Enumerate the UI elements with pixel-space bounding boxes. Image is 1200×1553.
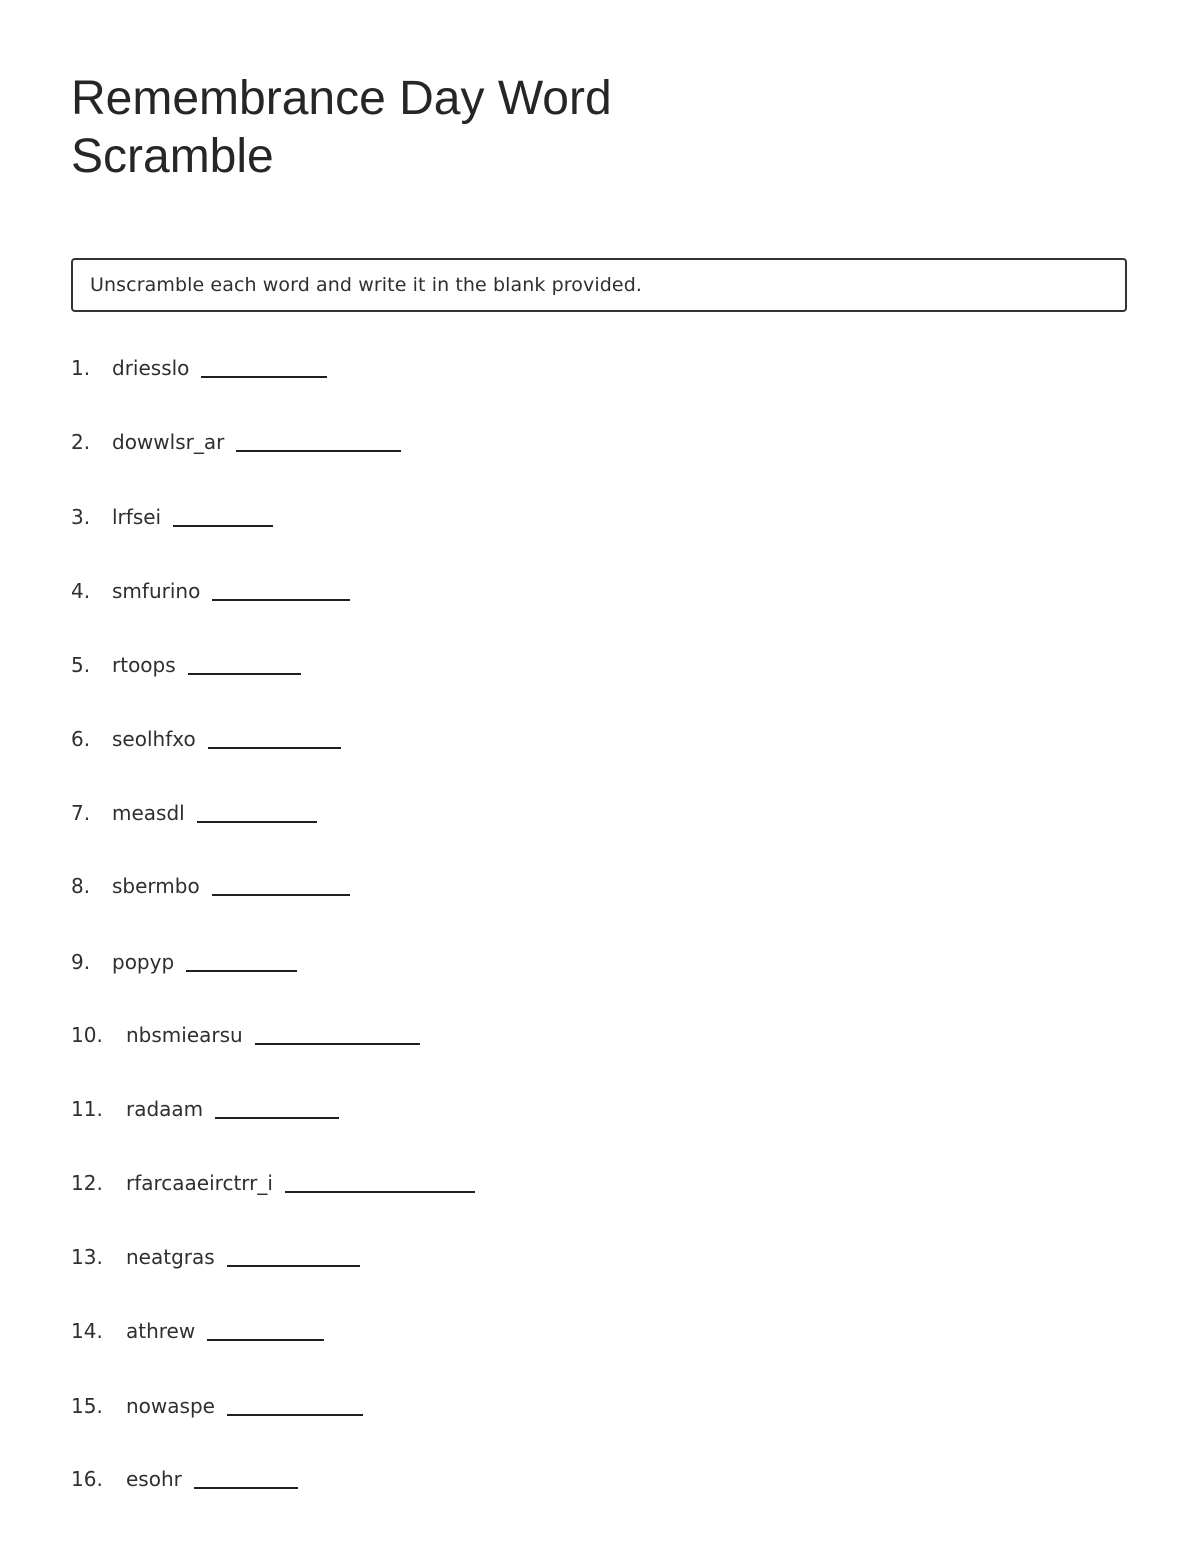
instructions-text: Unscramble each word and write it in the blank provided.	[90, 274, 642, 296]
answer-blank[interactable]	[212, 583, 350, 601]
scramble-item	[71, 1245, 360, 1285]
scramble-item	[71, 1394, 363, 1434]
answer-blank[interactable]	[215, 1101, 339, 1119]
item-number: 6.	[71, 727, 91, 751]
scramble-item	[71, 727, 341, 767]
scrambled-word: popyp	[112, 950, 175, 974]
scrambled-word: sbermbo	[112, 874, 200, 898]
scrambled-word: smfurino	[112, 579, 201, 603]
scrambled-word: rtoops	[112, 653, 176, 677]
scramble-item	[71, 1023, 420, 1063]
answer-blank[interactable]	[201, 360, 327, 378]
item-number: 2.	[71, 430, 91, 454]
scramble-item	[71, 1319, 324, 1359]
scramble-item	[71, 1171, 475, 1211]
scramble-item	[71, 505, 273, 545]
item-number: 10.	[71, 1023, 103, 1047]
scrambled-word: nbsmiearsu	[126, 1023, 243, 1047]
answer-blank[interactable]	[173, 509, 273, 527]
item-number: 14.	[71, 1319, 103, 1343]
item-number: 12.	[71, 1171, 103, 1195]
scrambled-word: measdl	[112, 801, 185, 825]
scramble-item	[71, 579, 350, 619]
scramble-item	[71, 874, 350, 914]
answer-blank[interactable]	[236, 434, 401, 452]
scramble-item	[71, 356, 327, 396]
scrambled-word: athrew	[126, 1319, 196, 1343]
item-number: 13.	[71, 1245, 103, 1269]
scrambled-word: lrfsei	[112, 505, 162, 529]
item-number: 8.	[71, 874, 91, 898]
item-number: 16.	[71, 1467, 103, 1491]
answer-blank[interactable]	[255, 1027, 420, 1045]
answer-blank[interactable]	[227, 1398, 363, 1416]
scrambled-word: driesslo	[112, 356, 190, 380]
scramble-item	[71, 950, 297, 990]
page-title: Remembrance Day Word Scramble	[71, 72, 612, 183]
answer-blank[interactable]	[188, 657, 301, 675]
instructions-box	[71, 258, 1127, 312]
item-number: 7.	[71, 801, 91, 825]
scrambled-word: seolhfxo	[112, 727, 196, 751]
answer-blank[interactable]	[194, 1471, 298, 1489]
scrambled-word: nowaspe	[126, 1394, 215, 1418]
answer-blank[interactable]	[197, 805, 317, 823]
item-number: 1.	[71, 356, 91, 380]
scrambled-word: neatgras	[126, 1245, 215, 1269]
scramble-item	[71, 653, 301, 693]
item-number: 3.	[71, 505, 91, 529]
scramble-item	[71, 1467, 298, 1507]
answer-blank[interactable]	[208, 731, 341, 749]
item-number: 11.	[71, 1097, 103, 1121]
item-number: 5.	[71, 653, 91, 677]
answer-blank[interactable]	[227, 1249, 360, 1267]
answer-blank[interactable]	[212, 878, 350, 896]
scramble-item	[71, 801, 317, 841]
scrambled-word: rfarcaaeirctrr_i	[126, 1171, 273, 1195]
scrambled-word: radaam	[126, 1097, 204, 1121]
answer-blank[interactable]	[285, 1175, 475, 1193]
scrambled-word: esohr	[126, 1467, 182, 1491]
item-number: 9.	[71, 950, 91, 974]
scramble-item	[71, 1097, 339, 1137]
item-number: 4.	[71, 579, 91, 603]
answer-blank[interactable]	[186, 954, 297, 972]
answer-blank[interactable]	[207, 1323, 324, 1341]
item-number: 15.	[71, 1394, 103, 1418]
scramble-item	[71, 430, 401, 470]
scrambled-word: dowwlsr_ar	[112, 430, 225, 454]
